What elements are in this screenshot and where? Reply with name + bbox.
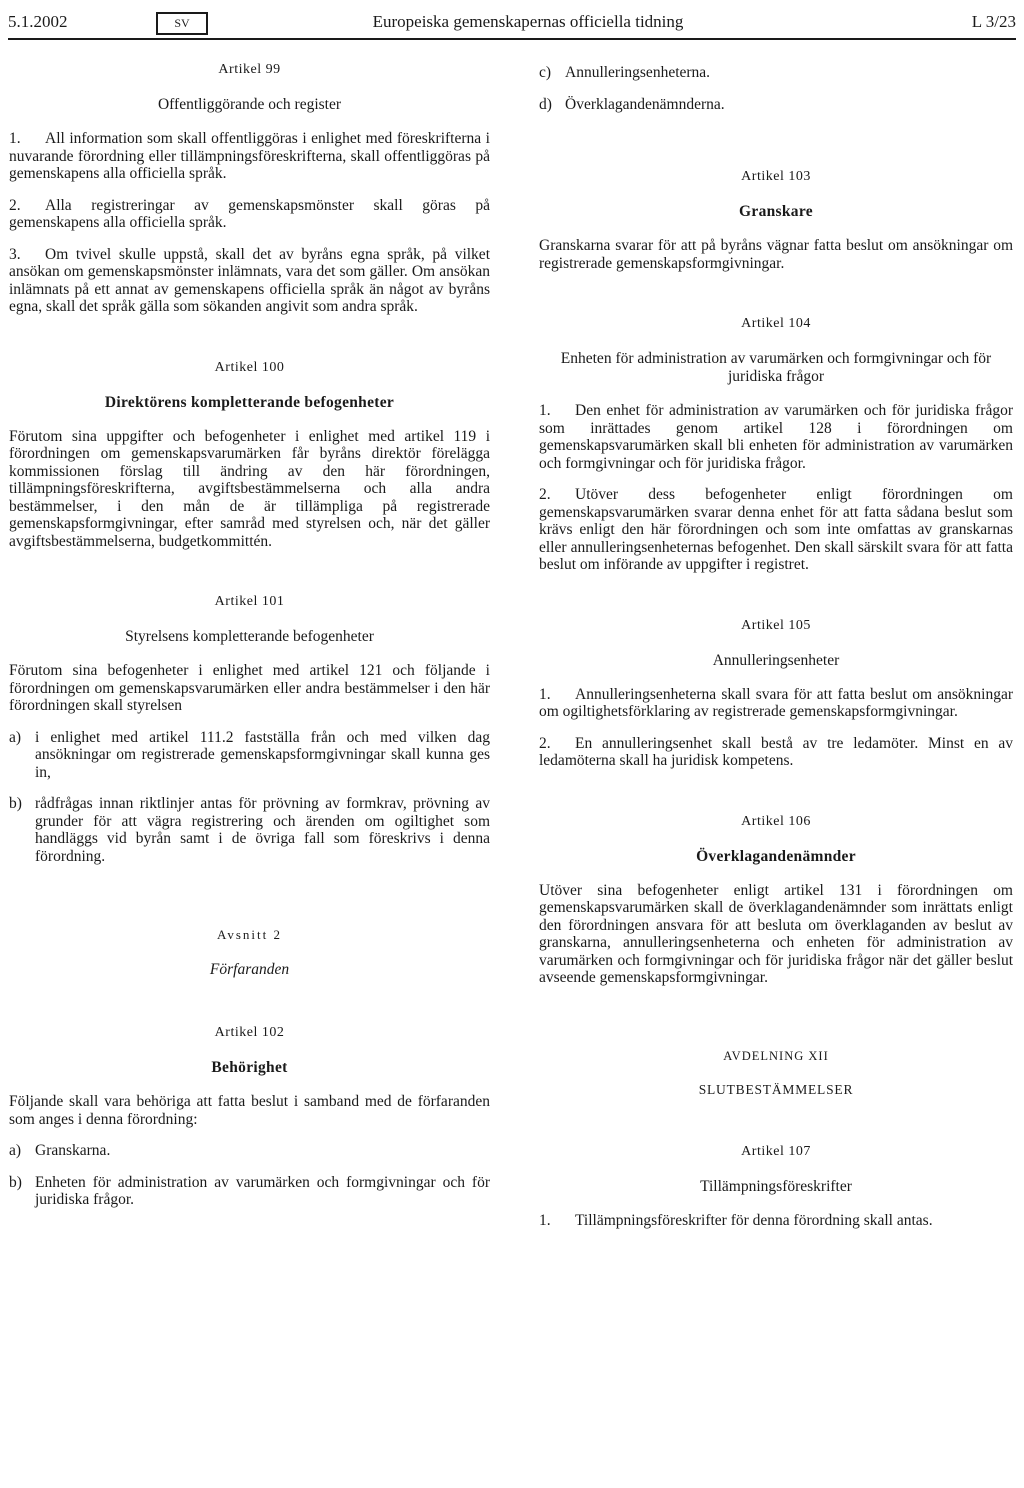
article-title: Annulleringsenheter	[712, 651, 840, 669]
article-title: Enheten för administration av varumärken och formgivningar och för juridiska frågor	[560, 350, 992, 385]
list-item	[9, 729, 490, 782]
list-item	[539, 96, 1013, 114]
list-item	[9, 795, 490, 865]
article-heading: Artikel 106	[741, 813, 811, 829]
article-title: Tillämpningsföreskrifter	[700, 1177, 852, 1195]
paragraph	[9, 197, 490, 232]
paragraph	[539, 686, 1013, 721]
right-column	[539, 44, 1013, 1243]
list-label: b)	[9, 1173, 22, 1191]
paragraph-number: 3.	[9, 245, 21, 263]
section-heading: Avsnitt 2	[216, 927, 283, 942]
paragraph-number: 1.	[539, 1211, 551, 1229]
paragraph-text: Förutom sina befogenheter i enlighet med artikel 121 och följande i förordningen om gemenskapsvarumärken eller andra bestämmelser i den här förordningen skall styrelsen	[9, 662, 490, 714]
paragraph-text: Utöver sina befogenheter enligt artikel 131 i förordningen om gemenskapsvarumärken skall de överklagandenämnder som inrättats enligt den förordningen ansvara för att besluta om överklaganden av beslut av granskarna, annulleringsenheterna och enheten för administration av varumärken och formgivningar och för juridiska frågor när det gäller beslut avseende gemenskapsformgivningar.	[539, 881, 1013, 986]
article-heading: Artikel 102	[214, 1025, 285, 1040]
title-heading: AVDELNING XII	[723, 1048, 829, 1063]
list-text: Enheten för administration av varumärken och formgivningar och för juridiska frågor.	[35, 1173, 490, 1208]
paragraph-text: En annulleringsenhet skall bestå av tre ledamöter. Minst en av ledamöterna skall ha juridisk kompetens.	[539, 734, 1013, 769]
paragraph-number: 2.	[539, 734, 551, 752]
list-text: Granskarna.	[35, 1142, 111, 1159]
language-badge: SV	[156, 12, 208, 35]
paragraph-text: Utöver dess befogenheter enligt förordningen om gemenskapsvarumärken svarar denna enhet för att fatta sådana beslut som krävs enligt den här förordningen och som inte omfattas av granskarnas eller annulleringsenheternas befogenhet. Den skall särskilt svara för att fatta beslut om införande av uppgifter i registret.	[539, 486, 1013, 573]
article-heading: Artikel 101	[214, 594, 285, 609]
list-label: a)	[9, 1142, 22, 1159]
title-name: SLUTBESTÄMMELSER	[698, 1081, 854, 1097]
paragraph	[9, 130, 490, 183]
paragraph-text: Om tvivel skulle uppstå, skall det av byråns egna språk, på vilket ansökan om gemenskapsmönster inlämnats, vara det som gäller. Om ansökan inlämnats på ett annat av gemenskapens officiella språk än något av byråns egna, skall det språk gälla som sökanden angivit som andra språk.	[9, 245, 490, 315]
paragraph-number: 2.	[9, 196, 21, 214]
article-heading: Artikel 105	[741, 617, 811, 633]
left-column	[9, 44, 490, 1223]
list-text: rådfrågas innan riktlinjer antas för prövning av formkrav, prövning av grunder för att vägra registrering och ärenden om ogiltighet som handläggs vid byrån samt i de övriga fall som föreskrivs i denna förordning.	[35, 795, 490, 865]
paragraph	[539, 402, 1013, 472]
paragraph-text: Alla registreringar av gemenskapsmönster skall göras på gemenskapens alla officiella språk.	[9, 196, 490, 231]
header-rule	[8, 38, 1016, 40]
paragraph-number: 2.	[539, 486, 551, 503]
article-heading: Artikel 100	[214, 359, 285, 375]
article-heading: Artikel 103	[741, 169, 811, 184]
paragraph-number: 1.	[539, 685, 551, 703]
journal-title: Europeiska gemenskapernas officiella tidning	[372, 12, 684, 31]
paragraph	[9, 246, 490, 316]
article-title: Styrelsens kompletterande befogenheter	[125, 628, 374, 645]
list-label: c)	[539, 64, 552, 81]
paragraph-text: Följande skall vara behöriga att fatta beslut i samband med de förfaranden som anges i denna förordning:	[9, 1093, 490, 1128]
article-title: Offentliggörande och register	[157, 96, 342, 113]
article-title: Direktörens kompletterande befogenheter	[104, 393, 395, 411]
article-title: Behörighet	[211, 1059, 288, 1076]
paragraph-text: Granskarna svarar för att på byråns vägnar fatta beslut om ansökningar om registrerade gemenskapsformgivningar.	[539, 237, 1013, 272]
paragraph	[539, 1212, 1013, 1230]
list-item	[539, 64, 1013, 82]
list-label: b)	[9, 795, 22, 812]
list-item	[9, 1174, 490, 1209]
paragraph-text: Den enhet för administration av varumärken och för juridiska frågor som inrättades genom artikel 128 i förordningen om gemenskapsvarumärken skall bli enheten för administration av varumärken och formgivningar och för juridiska frågor.	[539, 402, 1013, 472]
section-title: Förfaranden	[209, 961, 290, 978]
paragraph-number: 1.	[9, 130, 21, 147]
list-label: d)	[539, 95, 552, 113]
paragraph	[539, 735, 1013, 770]
article-title: Överklagandenämnder	[696, 847, 856, 865]
page-header	[8, 6, 1016, 36]
paragraph-text: Annulleringsenheterna skall svara för att fatta beslut om ansökningar om ogiltighetsförklaring av registrerade gemenskapsformgivningar.	[539, 685, 1013, 720]
article-heading: Artikel 104	[741, 316, 811, 331]
paragraph-text: All information som skall offentliggöras i enlighet med föreskrifterna i nuvarande förordning eller tillämpningsföreskrifterna, skall offentliggöras på gemenskapens alla officiella språk.	[9, 130, 490, 182]
list-text: Annulleringsenheterna.	[565, 64, 711, 81]
paragraph-number: 1.	[539, 402, 551, 419]
article-title: Granskare	[739, 203, 813, 220]
list-text: i enlighet med artikel 111.2 fastställa från och med vilken dag ansökningar om registrerade gemenskapsformgivningar skall kunna ges in,	[35, 728, 490, 781]
paragraph-text: Tillämpningsföreskrifter för denna förordning skall antas.	[575, 1211, 933, 1229]
page-number: L 3/23	[971, 12, 1016, 31]
paragraph	[539, 486, 1013, 574]
article-heading: Artikel 99	[218, 62, 281, 77]
article-heading: Artikel 107	[741, 1143, 811, 1159]
list-item	[9, 1142, 490, 1160]
list-label: a)	[9, 728, 22, 746]
paragraph-text: Förutom sina uppgifter och befogenheter i enlighet med artikel 119 i förordningen om gemenskapsvarumärken får byråns direktör förelägga kommissionen förslag till ändring av den här förordningen, tillämpningsföreskrifterna, avgiftsbestämmelserna och alla andra bestämmelser, i den mån de är tillämpliga på registrerade gemenskapsformgivningar, efter samråd med styrelsen och, när det gäller avgiftsbestämmelserna, budgetkommittén.	[9, 427, 490, 550]
list-text: Överklagandenämnderna.	[565, 95, 725, 113]
publication-date: 5.1.2002	[8, 12, 68, 31]
